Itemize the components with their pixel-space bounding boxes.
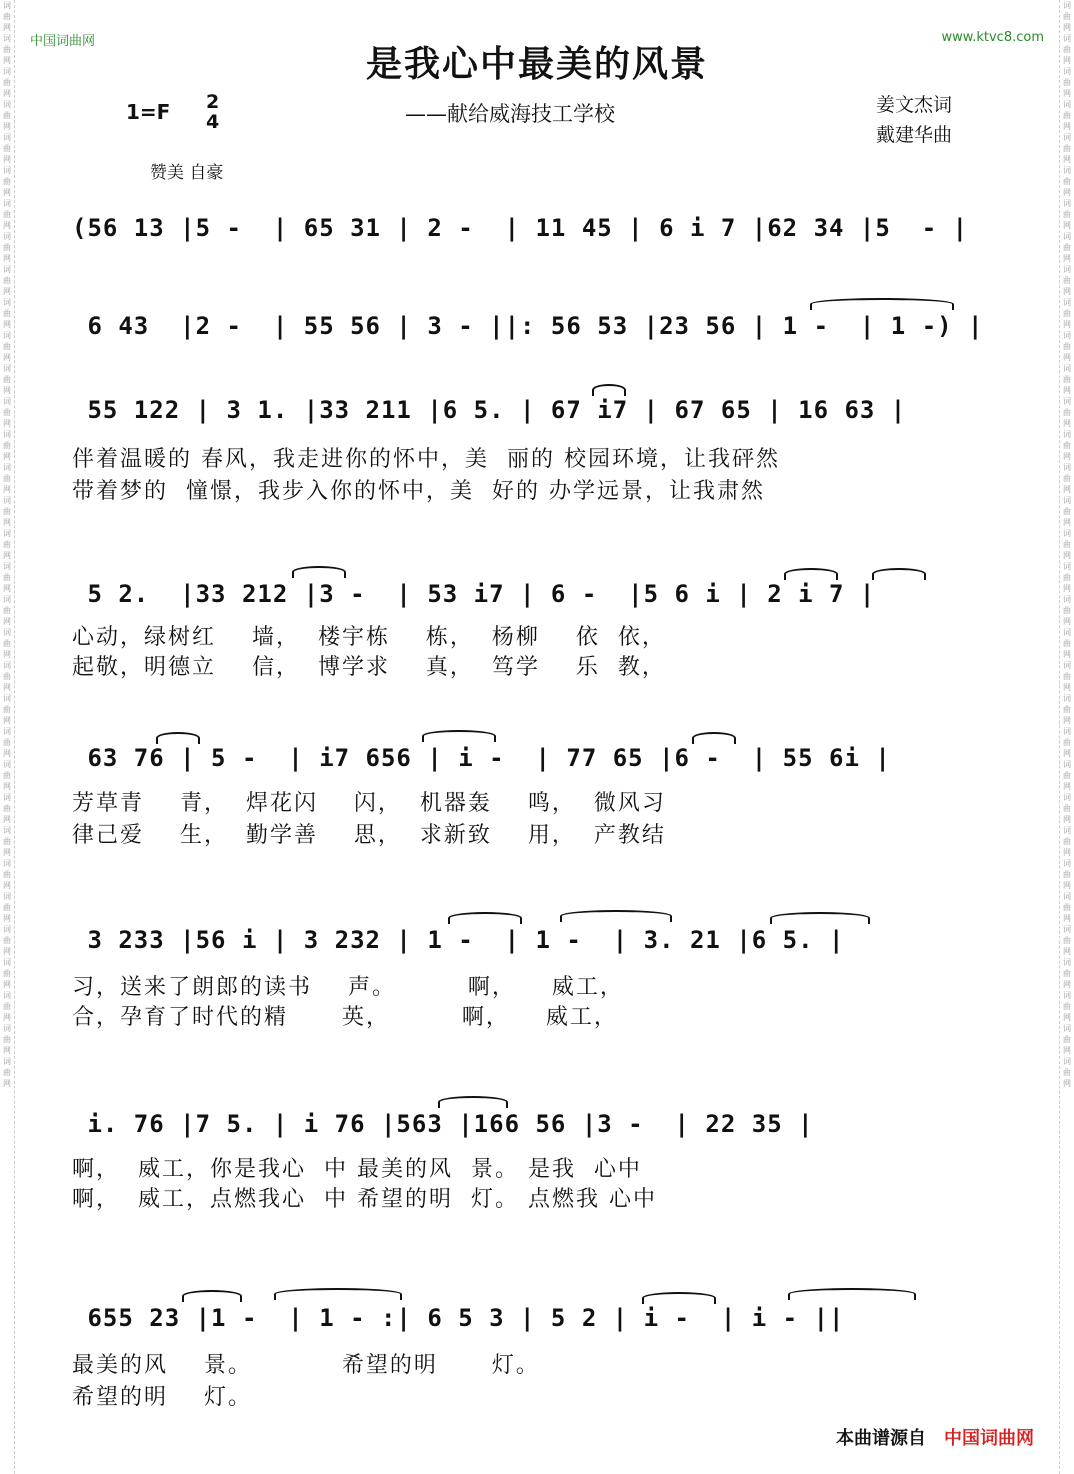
lyric-verse-2: 带着梦的 憧憬，我步入你的怀中，美 好的 办学远景，让我肃然 — [72, 479, 765, 504]
tie-slur — [770, 912, 870, 924]
lyricist-credit: 姜文杰词 — [876, 94, 953, 116]
notation-row: 63 76 | 5 - | i7 656 | i - | 77 65 |6 - | 55 6i | — [72, 744, 891, 772]
score-line-6 — [72, 926, 1008, 1036]
left-watermark-strip: 词曲网词曲网词曲网词曲网词曲网词曲网词曲网词曲网词曲网词曲网词曲网词曲网词曲网词曲网词曲网词曲网词曲网词曲网词曲网词曲网词曲网词曲网词曲网词曲网词曲网词曲网词曲网词曲网词曲网词曲网词曲网词曲网词曲网 — [0, 0, 15, 1474]
key-signature: 1=F — [126, 100, 171, 124]
footer-source — [836, 1424, 1034, 1450]
lyric-verse-2: 起敬，明德立 信， 博学求 真， 笃学 乐 教， — [72, 655, 666, 680]
score-line-3 — [72, 396, 1008, 506]
notation-row: 55 122 | 3 1. |33 211 |6 5. | 67 i7 | 67 65 | 16 63 | — [72, 396, 907, 424]
lyric-verse-1: 习，送来了朗郎的读书 声。 啊， 威工， — [72, 975, 624, 1000]
tie-slur — [422, 730, 496, 742]
tie-slur — [692, 732, 736, 744]
tie-slur — [784, 568, 838, 580]
score-line-8 — [72, 1304, 1008, 1414]
lyric-verse-1: 伴着温暖的 春风，我走进你的怀中，美 丽的 校园环境，让我砰然 — [72, 447, 780, 472]
site-name-left[interactable]: 中国词曲网 — [30, 34, 96, 49]
tie-slur — [292, 566, 346, 578]
lyric-verse-1: 最美的风 景。 希望的明 灯。 — [72, 1353, 540, 1378]
tie-slur — [448, 912, 522, 924]
score-line-7 — [72, 1110, 1008, 1220]
song-subtitle: ——献给威海技工学校 — [405, 102, 615, 126]
tie-slur — [182, 1290, 242, 1302]
footer-source-site[interactable]: 中国词曲网 — [944, 1428, 1034, 1449]
lyric-verse-2: 合，孕育了时代的精 英， 啊， 威工， — [72, 1005, 618, 1030]
tie-slur — [788, 1288, 916, 1300]
notation-row: i. 76 |7 5. | i 76 |563 |166 56 |3 - | 22 35 | — [72, 1110, 814, 1138]
lyric-verse-1: 心动，绿树红 墙， 楼宇栋 栋， 杨柳 依 依， — [72, 625, 666, 650]
notation-row: (56 13 |5 - | 65 31 | 2 - | 11 45 | 6 i 7 |62 34 |5 - | — [72, 214, 969, 242]
lyric-verse-2: 希望的明 灯。 — [72, 1385, 252, 1410]
notation-row: 3 233 |56 i | 3 232 | 1 - | 1 - | 3. 21 |6 5. | — [72, 926, 845, 954]
notation-row: 6 43 |2 - | 55 56 | 3 - ||: 56 53 |23 56 | 1 - | 1 -) | — [72, 312, 984, 340]
tie-slur — [810, 298, 954, 310]
score-line-4 — [72, 580, 1008, 690]
tie-slur — [642, 1292, 716, 1304]
score-line-1 — [72, 214, 1008, 254]
lyric-verse-2: 啊， 威工，点燃我心 中 希望的明 灯。 点燃我 心中 — [72, 1187, 657, 1212]
score-line-5 — [72, 744, 1008, 854]
notation-row: 5 2. |33 212 |3 - | 53 i7 | 6 - |5 6 i | 2 i 7 | — [72, 580, 876, 608]
tie-slur — [872, 568, 926, 580]
tie-slur — [156, 732, 200, 744]
lyric-verse-1: 芳草青 青， 焊花闪 闪， 机器轰 鸣， 微风习 — [72, 791, 666, 816]
score-line-2 — [72, 312, 1008, 352]
right-watermark-strip: 词曲网词曲网词曲网词曲网词曲网词曲网词曲网词曲网词曲网词曲网词曲网词曲网词曲网词曲网词曲网词曲网词曲网词曲网词曲网词曲网词曲网词曲网词曲网词曲网词曲网词曲网词曲网词曲网词曲网词曲网词曲网词曲网词曲网 — [1059, 0, 1074, 1474]
notation-row: 655 23 |1 - | 1 - :| 6 5 3 | 5 2 | i - | i - || — [72, 1304, 845, 1332]
song-title: 是我心中最美的风景 — [365, 43, 708, 85]
tempo-marking: 赞美 自豪 — [150, 163, 224, 183]
composer-credit: 戴建华曲 — [876, 124, 953, 146]
site-url-right[interactable]: www.ktvc8.com — [941, 30, 1044, 45]
footer-source-label: 本曲谱源自 — [836, 1428, 926, 1449]
lyric-verse-2: 律己爱 生， 勤学善 思， 求新致 用， 产教结 — [72, 823, 666, 848]
tie-slur — [274, 1288, 402, 1300]
time-signature — [206, 92, 219, 132]
tie-slur — [560, 910, 672, 922]
time-denominator: 4 — [206, 111, 220, 133]
time-numerator: 2 — [206, 91, 220, 113]
tie-slur — [438, 1096, 508, 1108]
tie-slur — [592, 384, 626, 396]
lyric-verse-1: 啊， 威工，你是我心 中 最美的风 景。 是我 心中 — [72, 1157, 642, 1182]
